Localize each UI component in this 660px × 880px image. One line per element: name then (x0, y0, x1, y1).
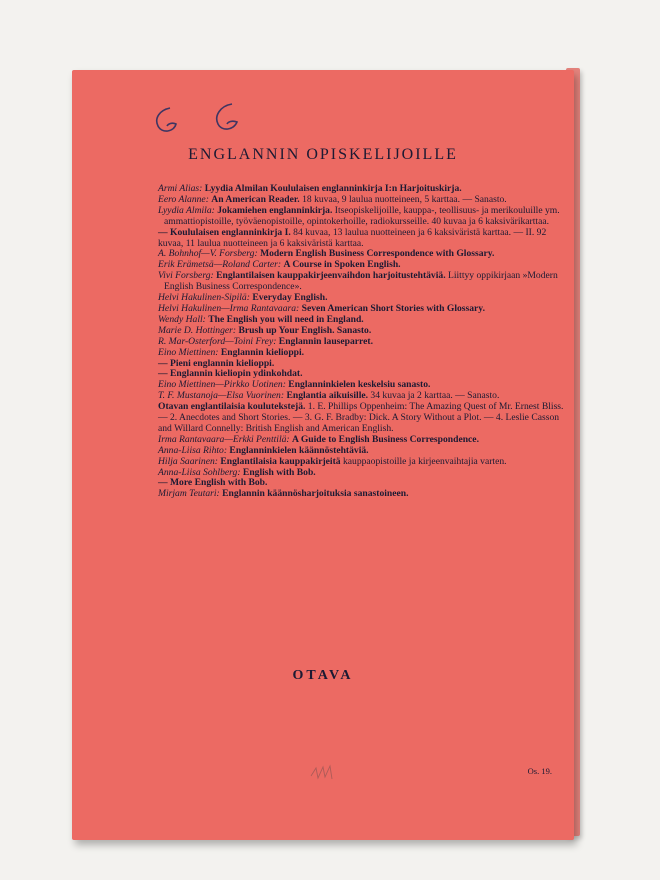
entry-note: kauppaopistoille ja kirjeenvaihtajia varten. (340, 455, 507, 467)
entry-author: Vivi Forsberg: (158, 270, 217, 282)
entry-author: Anna-Liisa Sohlberg: (158, 466, 243, 478)
pencil-mark (308, 762, 338, 784)
entry-author: Armi Alias: (158, 183, 205, 194)
entry-author: Eino Miettinen: (158, 346, 221, 358)
book-entry (158, 402, 568, 435)
entry-work: Modern English Business Correspondence with Glossary. (260, 248, 495, 260)
catalog-code: Os. 19. (527, 766, 552, 776)
book-entry (158, 489, 568, 500)
entry-author: Marie D. Hottinger: (158, 324, 239, 336)
entry-author: Erik Erämetsä—Roland Carter: (158, 259, 284, 271)
entry-author: Helvi Hakulinen—Irma Rantavaara: (158, 302, 302, 314)
entry-note: 84 kuvaa, 13 laulua nuotteineen ja 6 kaksiväristä karttaa. — II. 92 kuvaa, 11 laulua nuotteineen ja 6 kaksiväristä karttaa. (158, 226, 547, 249)
entry-author: Anna-Liisa Rihto: (158, 444, 230, 456)
entry-work: Englantia aikuisille. (286, 390, 369, 402)
entry-work: English with Bob. (242, 466, 316, 478)
entry-author: Irma Rantavaara—Erkki Penttilä: (158, 433, 293, 445)
entry-work: Everyday English. (252, 292, 328, 304)
book-series-title: ENGLANNIN OPISKELIJOILLE (188, 146, 458, 163)
entry-work: An American Reader. (211, 193, 300, 205)
entry-note: Liittyy oppikirjaan »Modern English Business Correspondence». (164, 270, 558, 293)
entry-author: Mirjam Teutari: (158, 488, 223, 500)
entry-note: 34 kuvaa ja 2 karttaa. — Sanasto. (368, 390, 500, 402)
entry-note: 18 kuvaa, 9 laulua nuotteineen, 5 karttaa. — Sanasto. (299, 193, 507, 205)
entry-work: Englantilaisia kauppakirjeitä (220, 455, 341, 467)
entry-work: — Pieni englannin kielioppi. (158, 357, 275, 369)
entry-work: — Koululaisen englanninkirja I. (158, 226, 291, 238)
entry-work: Brush up Your English. Sanasto. (238, 324, 372, 336)
entry-note: Itseopiskelijoille, kauppa-, teollisuus- ja merikouluille ym. ammattiopistoille, työväenopistoille, opintokerhoille, radiokursseille. 40 kuvaa ja 6 kaksivärikarttaa. (164, 204, 560, 227)
handwritten-scribble (142, 88, 272, 148)
entry-work: Englanninkielen keskelsiu sanasto. (288, 379, 431, 391)
entry-work: Englannin käännösharjoituksia sanastoineen. (222, 488, 409, 500)
entry-author: R. Mar-Osterford—Toini Frey: (158, 335, 279, 347)
entry-author: Helvi Hakulinen-Sipilä: (158, 292, 253, 304)
entry-author: Hilja Saarinen: (158, 455, 221, 467)
entry-work: Englannin kielioppi. (220, 346, 305, 358)
entry-work: Otavan englantilaisia koulutekstejä. (158, 401, 306, 413)
entry-work: Seven American Short Stories with Glossary. (301, 302, 485, 314)
entry-work: A Guide to English Business Correspondence. (292, 433, 479, 445)
book-entry (158, 228, 568, 250)
entry-author: T. F. Mustanoja—Elsa Vuorinen: (158, 390, 287, 402)
entry-author: Eero Alanne: (158, 193, 212, 205)
entry-work: The English you will need in England. (208, 313, 364, 325)
entry-work: — Englannin kieliopin ydinkohdat. (158, 368, 303, 380)
entry-work: — More English with Bob. (158, 477, 268, 489)
entry-work: Jokamiehen englanninkirja. (217, 204, 333, 216)
entry-work: Englanninkielen käännöstehtäviä. (229, 444, 369, 456)
entry-work: Lyydia Almilan Koululaisen englanninkirja I:n Harjoituskirja. (204, 183, 462, 194)
entry-work: Englannin lauseparret. (278, 335, 373, 347)
entry-note: 1. E. Phillips Oppenheim: The Amazing Quest of Mr. Ernest Bliss. — 2. Anecdotes and Short Stories. — 3. G. F. Bradby: Dick. A Story Without a Plot. — 4. Leslie Casson and Willard Connelly: British English and American English. (158, 401, 564, 434)
entry-author: A. Bohnhof—V. Forsberg: (158, 248, 261, 260)
book-back-cover (72, 70, 574, 840)
entry-author: Wendy Hall: (158, 313, 209, 325)
book-entry (158, 271, 568, 293)
entry-author: Lyydia Almila: (158, 204, 218, 216)
publisher-name: OTAVA (292, 668, 354, 683)
entry-author: Eino Miettinen—Pirkko Uotinen: (158, 379, 289, 391)
entry-work: A Course in Spoken English. (283, 259, 401, 271)
entry-work: Englantilaisen kauppakirjeenvaihdon harjoitustehtäviä. (216, 270, 446, 282)
book-entry (158, 206, 568, 228)
book-list (158, 184, 568, 500)
